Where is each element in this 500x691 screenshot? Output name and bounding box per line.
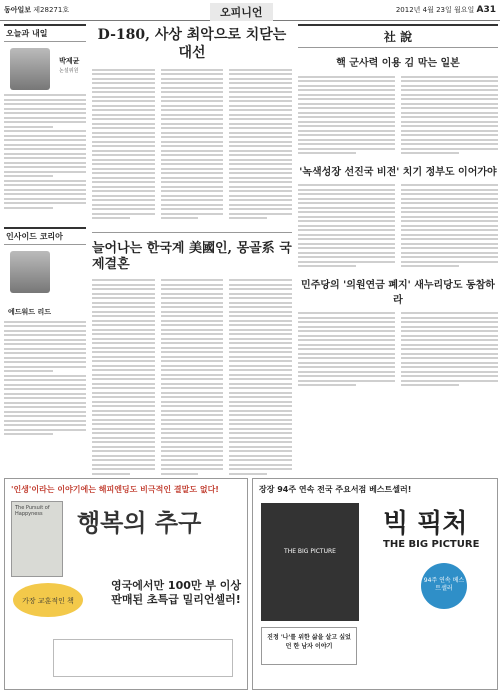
section-title: 오피니언 xyxy=(210,3,273,21)
editorial-title-1: 핵 군사력 이용 김 막는 일본 xyxy=(336,58,460,69)
column-body xyxy=(4,94,86,209)
editorials-column xyxy=(298,24,498,389)
left-column xyxy=(4,24,86,474)
author-byline: 박제균 논설위원 xyxy=(59,57,80,74)
column-text xyxy=(92,66,292,222)
paper-name: 동아일보 제28271호 xyxy=(4,6,70,14)
column-tag: 오늘과 내일 xyxy=(4,24,86,42)
column-tag-2: 인사이드 코리아 xyxy=(4,227,86,245)
ad-tagline: '인생'이라는 이야기에는 해피엔딩도 비극적인 결말도 없다! xyxy=(11,485,219,494)
editorial-title-3: 민주당의 '의원연금 폐지' 새누리당도 동참하라 xyxy=(301,279,495,306)
column-body-2 xyxy=(4,321,86,436)
editorials-banner: 社 說 xyxy=(298,24,498,48)
book-ad-big-picture[interactable] xyxy=(252,478,498,690)
book-cover-2: THE BIG PICTURE xyxy=(261,503,359,621)
ad-title-2: 빅 픽처 xyxy=(383,509,468,539)
author-portrait xyxy=(10,48,50,90)
editorial-text-3 xyxy=(298,310,498,389)
author-block-2 xyxy=(4,245,86,317)
badge-icon xyxy=(11,581,85,619)
page-header xyxy=(0,0,500,21)
ad-title: 행복의 추구 xyxy=(77,508,202,537)
ad-promo-box xyxy=(53,639,233,677)
ad-tagline-2: 장장 94주 연속 전국 주요서점 베스트셀러! xyxy=(259,485,412,494)
book-cover: The Pursuit of Happyness xyxy=(11,501,63,577)
column-text-2 xyxy=(92,277,292,478)
column-headline-2: 늘어나는 한국계 美國인, 몽골系 국제결혼 xyxy=(92,240,292,272)
ad-subtitle: 영국에서만 100만 부 이상 판매된 초특급 밀리언셀러! xyxy=(110,579,242,606)
date-and-page: 2012년 4월 23일 월요일 A31 xyxy=(395,5,496,15)
bestseller-badge: 94주 연속 베스트셀러 xyxy=(421,563,467,609)
main-column xyxy=(92,26,292,477)
ad-promo-box-2: 진정 '나'를 위한 삶을 살고 싶었던 한 남자 이야기 xyxy=(261,627,357,665)
badge-text: 가장 교훈적인 책 xyxy=(22,597,74,605)
author-portrait-2 xyxy=(10,251,50,293)
editorial-text-1 xyxy=(298,73,498,157)
editorial-title-2: '녹색성장 선진국 비전' 치기 정부도 이어가야 xyxy=(299,166,497,178)
column-headline: D-180, 사상 최악으로 치닫는 대선 xyxy=(97,27,287,61)
ad-title-en: THE BIG PICTURE xyxy=(383,539,480,550)
editorial-text-2 xyxy=(298,182,498,270)
author-block xyxy=(4,42,86,90)
book-ad-pursuit-of-happyness[interactable] xyxy=(4,478,248,690)
author-byline-2: 에드워드 리드 xyxy=(8,307,52,316)
